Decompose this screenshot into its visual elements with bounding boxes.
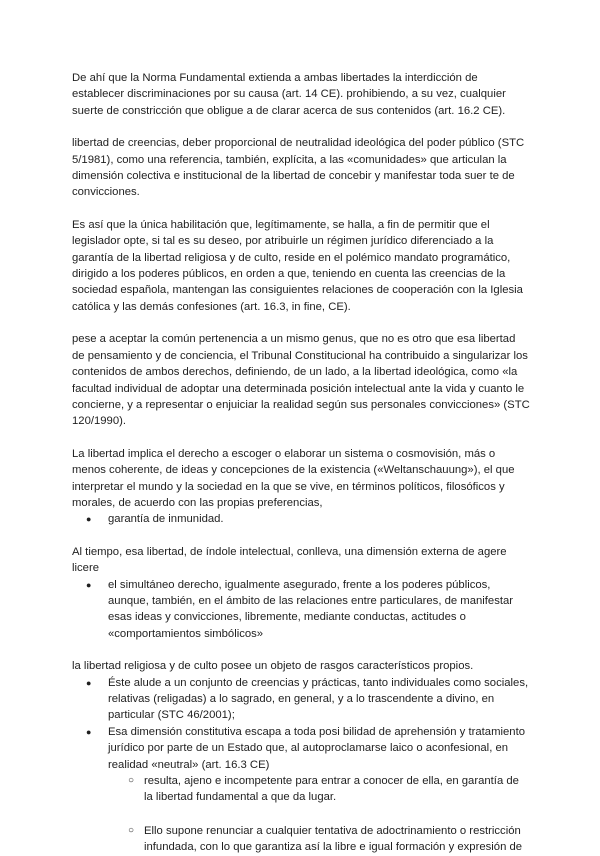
paragraph-6: Al tiempo, esa libertad, de índole intelectual, conlleva, una dimensión externa de agere licere — [72, 545, 507, 575]
list-item — [72, 675, 530, 724]
sub-list-item-text: Ello supone renunciar a cualquier tentativa de adoctrinamiento o restricción infundada, con lo que garantiza así la libre e igual formación y expresión de — [144, 824, 523, 854]
list-item-text: garantía de inmunidad. — [108, 513, 224, 526]
bullet-icon: ● — [86, 514, 92, 525]
sub-bullet-list — [72, 773, 530, 856]
list-item-text: el simultáneo derecho, igualmente asegurado, frente a los poderes públicos, aunque, también, en el ámbito de las relaciones entre particulares, de manifestar esas ideas y convicciones, libremente, mediante conductas, actitudes o «comportamientos simbólicos» — [108, 578, 514, 640]
hollow-bullet-icon: ○ — [128, 824, 135, 836]
list-item — [72, 511, 530, 527]
paragraph-7: la libertad religiosa y de culto posee un objeto de rasgos característicos propios. — [72, 660, 474, 673]
list-item — [72, 724, 530, 773]
list-item-text: Esa dimensión constitutiva escapa a toda posi bilidad de aprehensión y tratamiento jurídico por parte de un Estado que, al autoproclamarse laico o aconfesional, en realidad «neutral» (art. 16.3 CE) — [108, 725, 525, 771]
bullet-list — [72, 577, 530, 643]
bullet-icon: ● — [86, 726, 92, 737]
paragraph-4: pese a aceptar la común pertenencia a un mismo genus, que no es otro que esa libertad de pensamiento y de conciencia, el Tribunal Constitucional ha contribuido a singularizar los contenidos de ambos derechos, definiendo, de un lado, a la libertad ideológica, como «la facultad individual de adoptar una determinada posición intelectual ante la vida y cuanto le concierne, y a representar o enjuiciar la realidad según sus personales convicciones» (STC 120/1990). — [72, 333, 530, 428]
paragraph-2: libertad de creencias, deber proporcional de neutralidad ideológica del poder público (STC 5/1981), como una referencia, también, explícita, a las «comunidades» que articulan la dimensión colectiva e institucional de la libertad de concebir y manifestar toda suer te de convicciones. — [72, 137, 525, 199]
paragraph-5: La libertad implica el derecho a escoger o elaborar un sistema o cosmovisión, más o menos coherente, de ideas y concepciones de la existencia («Weltanschauung»), el que interpretar el mundo y la sociedad en la que se vive, en términos políticos, filosóficos y morales, de acuerdo con las propias preferencias, — [72, 447, 515, 509]
bullet-list — [72, 511, 530, 527]
sub-list-item-text: resulta, ajeno e incompetente para entrar a conocer de ella, en garantía de la libertad fundamental a que da lugar. — [144, 775, 519, 804]
list-item-text: Éste alude a un conjunto de creencias y prácticas, tanto individuales como sociales, relativas (religadas) a lo sagrado, en general, y a lo trascendente a divino, en particular (STC 46/2001); — [108, 676, 529, 722]
paragraph-1: De ahí que la Norma Fundamental extienda a ambas libertades la interdicción de establecer discriminaciones por su causa (art. 14 CE). prohibiendo, a su vez, cualquier suerte de constricción que obligue a de clarar acerca de sus contenidos (art. 16.2 CE). — [72, 72, 506, 117]
hollow-bullet-icon: ○ — [128, 775, 135, 787]
bullet-icon: ● — [86, 579, 92, 590]
bullet-icon: ● — [86, 677, 92, 688]
paragraph-3: Es así que la única habilitación que, legítimamente, se halla, a fin de permitir que el legislador opte, si tal es su deseo, por atribuirle un régimen jurídico diferenciado a la garantía de la libertad religiosa y de culto, reside en el polémico mandato programático, dirigido a los poderes públicos, en orden a que, teniendo en cuenta las creencias de la sociedad española, mantengan las consiguientes relaciones de cooperación con la Iglesia católica y las demás confesiones (art. 16.3, in fine, CE). — [72, 218, 523, 313]
sub-list-item — [72, 823, 530, 856]
sub-list-item — [72, 773, 530, 806]
list-item — [72, 577, 530, 643]
bullet-list — [72, 675, 530, 773]
